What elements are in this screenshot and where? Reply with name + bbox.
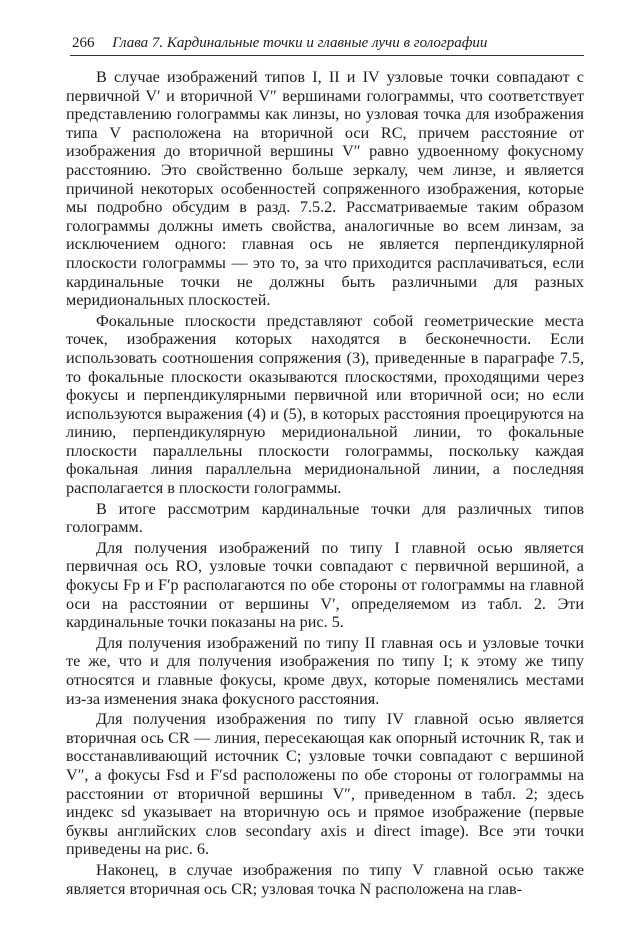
- header-rule: [70, 55, 584, 56]
- paragraph-type-five: Наконец, в случае изображения по типу V главной осью также является вторичная ось CR; узловая точка N расположена на глав-: [66, 860, 584, 898]
- chapter-title: Глава 7. Кардинальные точки и главные лучи в голографии: [112, 35, 488, 51]
- running-head: [72, 34, 582, 52]
- page-number: 266: [72, 35, 95, 51]
- paragraph-nodal-points: В случае изображений типов I, II и IV узловые точки совпадают с первичной V′ и вторичной V″ вершинами голограммы, что соответствует представлению голограммы как линзы, но узловая точка для изображения типа V расположена на вторичной оси RC, причем расстояние от изображения до вторичной вершины V″ равно удвоенному фокусному расстоянию. Это свойственно больше зеркалу, чем линзе, и является причиной некоторых особенностей сопряженного изображения, которые мы подробно обсудим в разд. 7.5.2. Рассматриваемые таким образом голограммы должны иметь свойства, аналогичные во всем линзам, за исключением одного: главная ось не является перпендикулярной плоскости голограммы — это то, за что приходится расплачиваться, если кардинальные точки не должны быть различными для разных меридиональных плоскостей.: [66, 68, 584, 310]
- paragraph-type-two: Для получения изображений по типу II главная ось и узловые точки те же, что и для получения изображения по типу I; к этому же типу относятся и главные фокусы, кроме двух, которые поменялись местами из-за изменения знака фокусного расстояния.: [66, 633, 584, 708]
- paragraph-focal-planes: Фокальные плоскости представляют собой геометрические места точек, изображения которых находятся в бесконечности. Если использовать соотношения сопряжения (3), приведенные в параграфе 7.5, то фокальные плоскости оказываются плоскостями, проходящими через фокусы и перпендикулярными первичной или вторичной оси; но если используются выражения (4) и (5), в которых расстояния проецируются на линию, перпендикулярную меридиональной линии, то фокальные плоскости параллельны плоскости голограммы, поскольку каждая фокальная линия параллельна меридиональной линии, а последняя располагается в плоскости голограммы.: [66, 311, 584, 498]
- body-text: [66, 68, 584, 900]
- paragraph-type-four: Для получения изображения по типу IV главной осью является вторичная ось CR — линия, пересекающая как опорный источник R, так и восстанавливающий источник C; узловые точки совпадают с вершиной V″, а фокусы Fsd и F′sd расположены по обе стороны от голограммы на расстоянии от вторичной вершины V″, приведенном в табл. 2; здесь индекс sd указывает на вторичную ось и прямое изображение (первые буквы английских слов secondary axis и direct image). Все эти точки приведены на рис. 6.: [66, 710, 584, 859]
- paragraph-summary-intro: В итоге рассмотрим кардинальные точки для различных типов голограмм.: [66, 499, 584, 537]
- paragraph-type-one: Для получения изображений по типу I главной осью является первичная ось RO, узловые точки совпадают с первичной вершиной, а фокусы Fp и F′p располагаются по обе стороны от голограммы на главной оси на расстоянии от вершины V′, определяемом из табл. 2. Эти кардинальные точки показаны на рис. 5.: [66, 538, 584, 632]
